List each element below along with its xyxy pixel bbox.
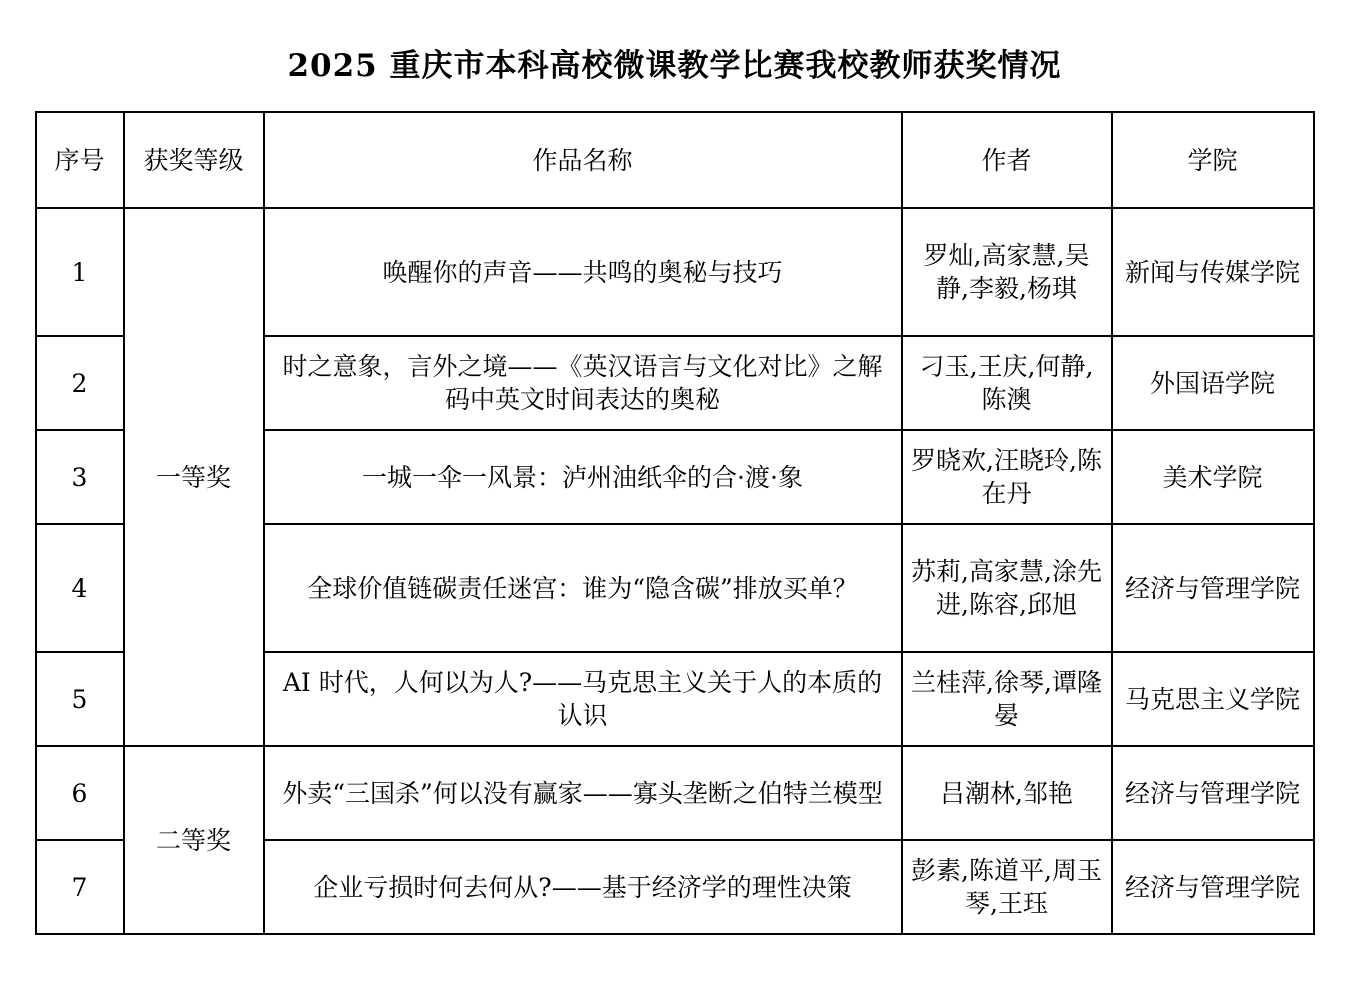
cell-dept-2: 外国语学院 bbox=[1112, 336, 1314, 430]
cell-dept-3: 美术学院 bbox=[1112, 430, 1314, 524]
column-header-no: 序号 bbox=[36, 112, 124, 208]
cell-author-2: 刁玉,王庆,何静,陈澳 bbox=[902, 336, 1112, 430]
cell-work-7: 企业亏损时何去何从?——基于经济学的理性决策 bbox=[264, 840, 902, 934]
table-header bbox=[36, 112, 1314, 208]
cell-dept-6: 经济与管理学院 bbox=[1112, 746, 1314, 840]
column-header-dept: 学院 bbox=[1112, 112, 1314, 208]
cell-no-7: 7 bbox=[36, 840, 124, 934]
table-header-row bbox=[36, 112, 1314, 208]
cell-author-3: 罗晓欢,汪晓玲,陈在丹 bbox=[902, 430, 1112, 524]
cell-no-4: 4 bbox=[36, 524, 124, 652]
cell-work-2: 时之意象，言外之境——《英汉语言与文化对比》之解码中英文时间表达的奥秘 bbox=[264, 336, 902, 430]
cell-no-2: 2 bbox=[36, 336, 124, 430]
cell-no-5: 5 bbox=[36, 652, 124, 746]
column-header-work: 作品名称 bbox=[264, 112, 902, 208]
cell-author-4: 苏莉,高家慧,涂先进,陈容,邱旭 bbox=[902, 524, 1112, 652]
cell-work-6: 外卖“三国杀”何以没有赢家——寡头垄断之伯特兰模型 bbox=[264, 746, 902, 840]
table-row bbox=[36, 746, 1314, 840]
cell-no-6: 6 bbox=[36, 746, 124, 840]
award-table bbox=[35, 111, 1315, 935]
cell-dept-5: 马克思主义学院 bbox=[1112, 652, 1314, 746]
table-body bbox=[36, 208, 1314, 934]
cell-work-3: 一城一伞一风景：泸州油纸伞的合·渡·象 bbox=[264, 430, 902, 524]
cell-author-7: 彭素,陈道平,周玉琴,王珏 bbox=[902, 840, 1112, 934]
cell-no-3: 3 bbox=[36, 430, 124, 524]
cell-work-5: AI 时代，人何以为人?——马克思主义关于人的本质的认识 bbox=[264, 652, 902, 746]
table-row bbox=[36, 208, 1314, 336]
cell-dept-1: 新闻与传媒学院 bbox=[1112, 208, 1314, 336]
cell-dept-4: 经济与管理学院 bbox=[1112, 524, 1314, 652]
page-title: 2025 重庆市本科高校微课教学比赛我校教师获奖情况 bbox=[287, 48, 1062, 84]
cell-grade-first: 一等奖 bbox=[124, 208, 264, 746]
cell-grade-second: 二等奖 bbox=[124, 746, 264, 934]
cell-author-5: 兰桂萍,徐琴,谭隆晏 bbox=[902, 652, 1112, 746]
cell-dept-7: 经济与管理学院 bbox=[1112, 840, 1314, 934]
cell-author-6: 吕潮林,邹艳 bbox=[902, 746, 1112, 840]
cell-work-4: 全球价值链碳责任迷宫：谁为“隐含碳”排放买单？ bbox=[264, 524, 902, 652]
column-header-author: 作者 bbox=[902, 112, 1112, 208]
cell-work-1: 唤醒你的声音——共鸣的奥秘与技巧 bbox=[264, 208, 902, 336]
column-header-grade: 获奖等级 bbox=[124, 112, 264, 208]
cell-author-1: 罗灿,高家慧,吴静,李毅,杨琪 bbox=[902, 208, 1112, 336]
cell-no-1: 1 bbox=[36, 208, 124, 336]
